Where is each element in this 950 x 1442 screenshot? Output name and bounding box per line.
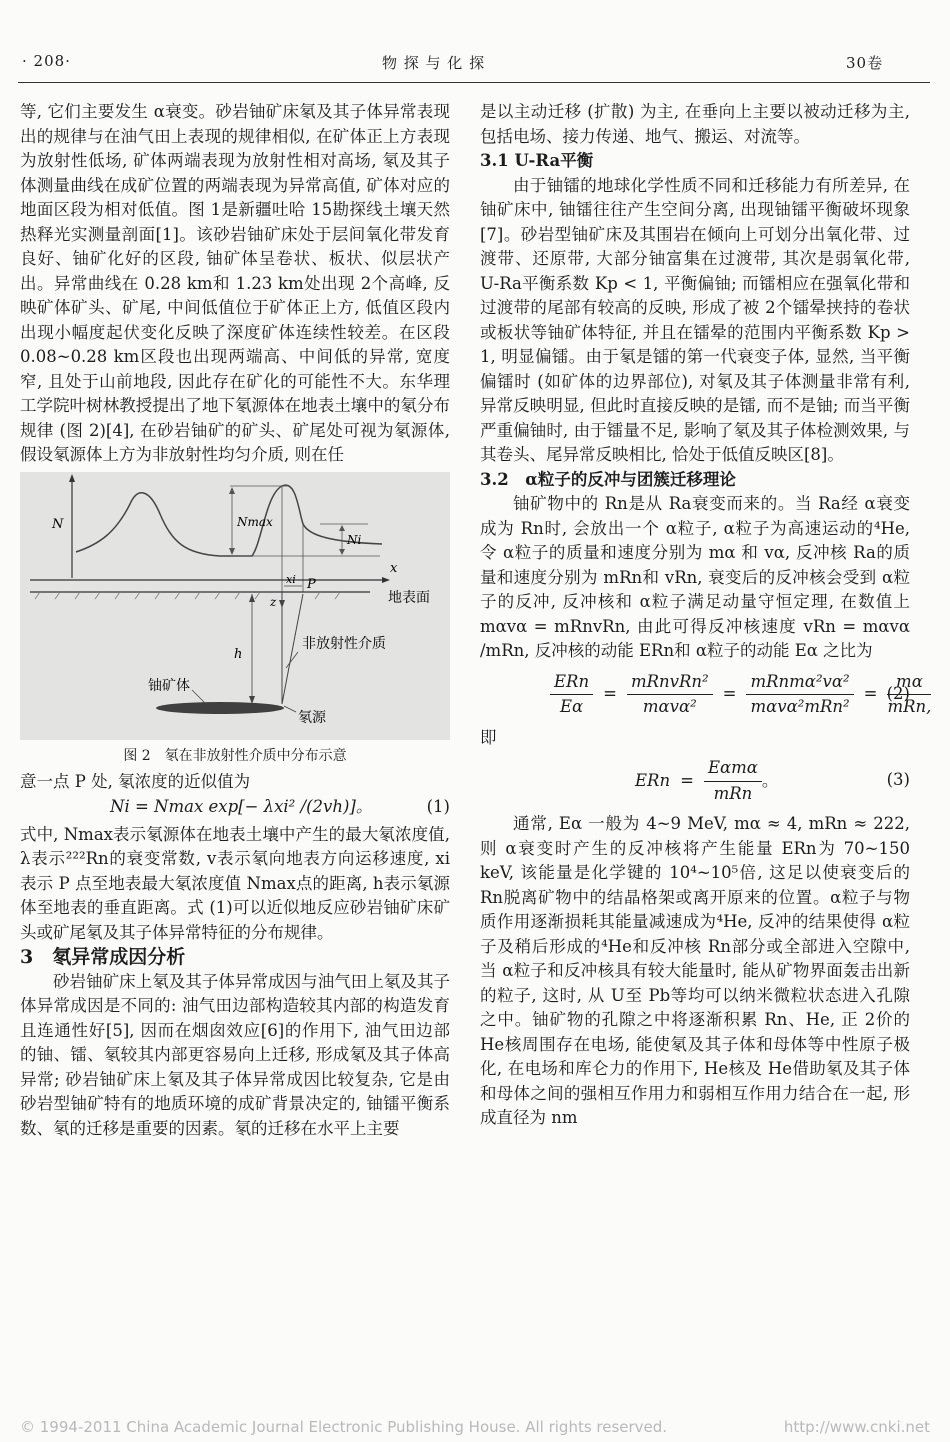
section-3-heading: 3 氡异常成因分析 [20,946,186,968]
eq2-t2-num: mRnvRn² [627,670,713,696]
eq3-den: mRn [713,783,753,803]
label-orebody: 铀矿体 [148,677,190,694]
eq2-t3-den: mαvα²mRn² [750,697,850,716]
section-3-2-heading: 3.2 α粒子的反冲与团簇迁移理论 [480,469,736,489]
section-3-1-heading: 3.1 U-Ra平衡 [480,151,594,170]
equation-2: $\frac{\text{ERn}}{E\alpha}$ = $\frac{\text{mRnvRn²}}{\text{mαvα²}}$ = $\frac{\text{mRnmα²vα²}}{\text{mαvα²mRn²}}$ = $\frac{m\alpha}{\text{mRn,}}$ (2) [480,664,910,726]
label-p: P [307,576,316,592]
left-paragraph-4: 砂岩铀矿床上氡及其子体异常成因与油气田上氡及其子体异常成因是不同的: 油气田边部构造较其内部的构造发育且连通性好[5], 因而在烟囱效应[6]的作用下, 油气田边部的铀、镭、氡较其内部更容易向上迁移, 形成氡及其子体高异常; 砂岩铀矿床上氡及其子体异常成因比较复杂, 它是由砂岩型铀矿特有的地质环境的成矿背景决定的, 铀镭平衡系数、氡的迁移是重要的因素。氡的迁移在水平上主要 [20,971,450,1138]
journal-title: 物 探 与 化 探 [382,54,486,72]
right-paragraph-4: 通常, Eα 一般为 4~9 MeV, mα ≈ 4, mRn ≈ 222, 则 α衰变时产生的反冲核将产生能量 ERn为 70~150 keV, 该能量是化学键的 10⁴~10⁵倍, 这足以使衰变后的 Rn脱离矿物中的结晶格架或离开原来的位置。α粒子与物质作用逐渐损耗其能量减速成为⁴He, 反冲的结果使得 α粒子及稍后形成的⁴He和反冲核 Rn部分或全部进入空隙中, 当 α粒子和反冲核具有较大能量时, 能从矿物界面轰击出新的粒子, 这时, 从 U至 Pb等均可以纳米微粒状态进入孔隙之中。铀矿物的孔隙之中将逐渐积累 Rn、He, 正 2价的 He核周围存在电场, 能使氡及其子体和母体等中性原子极化, 在电场和库仑力的作用下, He核及 He借助氡及其子体和母体之间的强相互作用力和弱相互作用力结合在一起, 形成直径为 nm [480,814,910,1127]
volume: 30卷 [846,54,884,72]
ground-hatch [35,592,340,599]
right-paragraph-2: 由于铀镭的地球化学性质不同和迁移能力有所差异, 在铀矿床中, 铀镭往往产生空间分离, 出现铀镭平衡破坏现象[7]。砂岩型铀矿床及其围岩在倾向上可划分出氧化带、过渡带、还原带, 大部分铀富集在过渡带, 其次是弱氧化带, U-Ra平衡系数 Kp < 1, 平衡偏铀; 而镭相应在强氧化带和过渡带的尾部有较高的反映, 形成了被 2个镭晕挟持的卷状或板状等铀矿体特征, 并且在镭晕的范围内平衡系数 Kp > 1, 明显偏镭。由于氡是镭的第一代衰变子体, 显然, 当平衡偏镭时 (如矿体的边界部位), 对氡及其子体测量非常有利, 异常反映明显, 但此时直接反映的是镭, 而不是铀; 而当平衡严重偏铀时, 由于镭量不足, 影响了氡及其子体检测效果, 与其卷头、尾异常反映相比, 恰处于低值反映区[8]。 [480,175,910,464]
label-z: z [270,594,277,609]
label-h: h [234,646,243,662]
left-paragraph-1: 等, 它们主要发生 α衰变。砂岩铀矿床氡及其子体异常表现出的规律与在油气田上表现的规律相似, 在矿体正上方表现为放射性低场, 矿体两端表现为放射性相对高场, 氡及其子体测量曲线在成矿位置的两端表现为异常高值, 矿体对应的地面区段为相对低值。图 1是新疆吐哈 15勘探线土壤天然热释光实测量剖面[1]。该砂岩铀矿床处于层间氧化带发育良好、铀矿化好的区段, 铀矿体呈卷状、板状、似层状产出。异常曲线在 0.28 km和 1.23 km处出现 2个高峰, 反映矿体矿头、矿尾, 中间低值位于矿体正上方, 低值区段内出现小幅度起伏变化反映了深度矿体连续性较差。在区段 0.08~0.28 km区段也出现两端高、中间低的异常, 宽度窄, 且处于山前地段, 因此存在矿化的可能性不大。东华理工学院叶树林教授提出了地下氡源体在地表土壤中的氡分布规律 (图 2)[4], 在砂岩铀矿的矿头、矿尾处可视为氡源体, 假设氡源体上方为非放射性均匀介质, 则在任 [20,102,450,464]
eq3-lhs: ERn [635,770,671,790]
equation-1-body: Ni = Nmax exp[− λxi² /(2vh)]。 [110,796,373,816]
label-nmax: Nmax [237,514,273,529]
header-rule [18,82,930,83]
right-paragraph-3: 铀矿物中的 Rn是从 Ra衰变而来的。当 Ra经 α衰变成为 Rn时, 会放出一个 α粒子, α粒子为高速运动的⁴He, 令 α粒子的质量和速度分别为 mα 和 vα, 反冲核 Ra的质量和速度分别为 mRn和 vRn, 衰变后的反冲核会受到 α粒子的反冲, 反冲核和 α粒子满足动量守恒定理, 在数值上 mαvα = mRnvRn, 由此可得反冲核速度 vRn = mαvα /mRn, 反冲核的动能 ERn和 α粒子的动能 Eα 之比为 [480,494,910,660]
figure-2 [20,472,450,740]
orebody-shape [156,702,284,714]
eq2-t3-num: mRnmα²vα² [746,670,853,696]
label-source: 氡源 [298,709,326,726]
eq3-end: 。 [761,770,779,790]
label-n: N [52,516,64,532]
right-column [480,100,932,1131]
right-paragraph-1: 是以主动迁移 (扩散) 为主, 在垂向上主要以被动迁移为主, 包括电场、接力传递、地气、搬运、对流等。 [480,102,910,146]
eq2-t1-num: ERn [550,670,593,696]
equation-1 [20,795,450,823]
radon-distribution-diagram [20,472,450,740]
ji: 即 [480,727,497,747]
eq2-t4-den: mRn, [887,697,932,716]
eq2-t4-num: mα [887,670,931,696]
label-xi: xi [286,572,296,586]
eq3-num: Eαmα [704,756,762,782]
equation-3-number: (3) [886,770,910,789]
label-medium: 非放射性介质 [302,635,386,652]
left-column [20,100,450,1141]
equation-2-number: (2) [886,683,910,703]
page-number: · 208· [22,52,71,70]
copyright-text: © 1994-2011 China Academic Journal Electronic Publishing House. All rights reserved. [20,1418,668,1436]
eq2-t2-den: mαvα² [642,697,697,716]
left-paragraph-2: 意一点 P 处, 氡浓度的近似值为 [20,772,251,791]
eq2-t1-den: Eα [559,697,584,716]
figure-caption: 图 2 氡在非放射性介质中分布示意 [123,747,347,764]
label-surface: 地表面 [388,589,430,606]
footer-watermark [20,1418,930,1436]
label-ni: Ni [347,532,362,547]
radon-curve [76,485,382,556]
equation-3: ERn = $\frac{\text{Eαmα}}{\text{mRn}}$ 。 (3) [480,750,910,812]
equation-1-number: (1) [426,796,450,816]
source-to-p-line [282,594,303,704]
left-paragraph-3: 式中, Nmax表示氡源体在地表土壤中产生的最大氡浓度值, λ表示²²²Rn的衰变常数, v表示氡向地表方向运移速度, xi 表示 P 点至地表最大氡浓度值 Nmax点的距离, h表示氡源体至地表的垂直距离。式 (1)可以近似地反应砂岩铀矿床矿头或矿尾氡及其子体异常特征的分布规律。 [20,824,450,942]
label-x: x [390,560,398,576]
n-axis-arrow [69,474,75,482]
cnki-url[interactable]: http://www.cnki.net [783,1418,930,1436]
